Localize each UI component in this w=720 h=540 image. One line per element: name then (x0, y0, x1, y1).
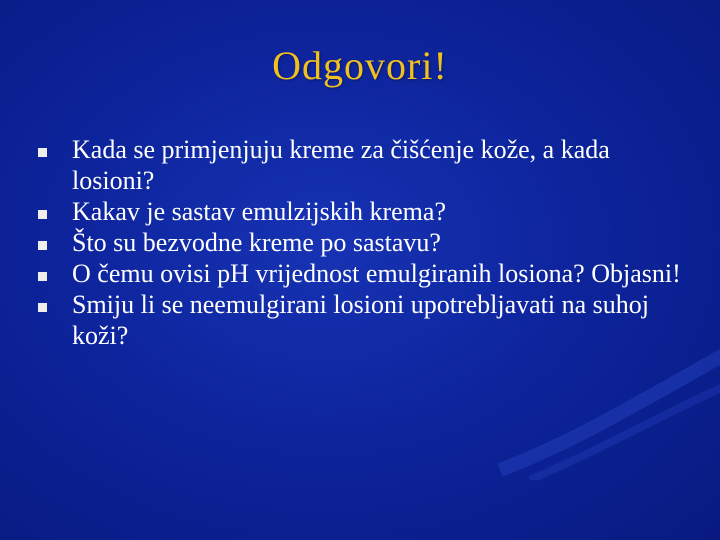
bullet-item (38, 134, 698, 196)
bullet-list (38, 134, 698, 351)
bullet-item (38, 227, 698, 258)
square-bullet-icon (38, 148, 47, 157)
bullet-item (38, 196, 698, 227)
bullet-text: Smiju li se neemulgirani losioni upotrebljavati na suhoj koži? (72, 290, 649, 350)
bullet-text: O čemu ovisi pH vrijednost emulgiranih losiona? Objasni! (72, 259, 681, 288)
square-bullet-icon (38, 272, 47, 281)
bullet-item (38, 258, 698, 289)
bullet-item (38, 289, 698, 351)
square-bullet-icon (38, 210, 47, 219)
slide-title: Odgovori! (272, 43, 448, 88)
square-bullet-icon (38, 241, 47, 250)
bullet-text: Što su bezvodne kreme po sastavu? (72, 228, 441, 257)
bullet-text: Kakav je sastav emulzijskih krema? (72, 197, 446, 226)
square-bullet-icon (38, 303, 47, 312)
bullet-text: Kada se primjenjuju kreme za čišćenje kože, a kada losioni? (72, 135, 610, 195)
